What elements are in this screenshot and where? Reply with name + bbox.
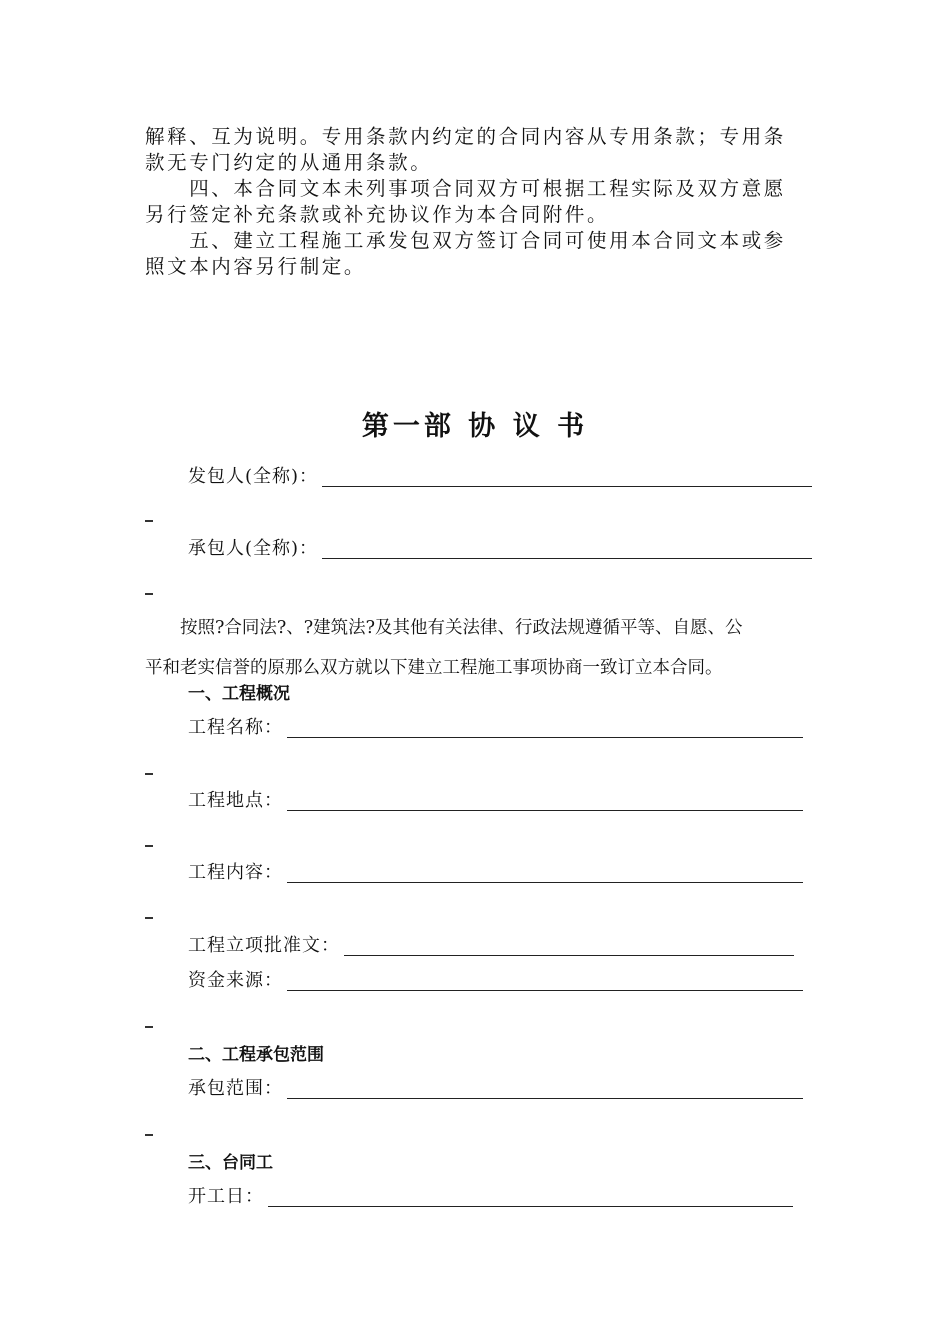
approval-blank-line	[344, 954, 794, 956]
project-name-label: 工程名称：	[188, 717, 283, 738]
project-location-label: 工程地点：	[188, 790, 283, 811]
funding-field	[188, 968, 803, 994]
dash-marker	[145, 520, 153, 522]
intro-line: 款无专门约定的从通用条款。	[145, 151, 433, 174]
dash-marker	[145, 917, 153, 919]
project-name-field	[188, 715, 803, 741]
employer-field	[188, 464, 812, 490]
preamble-line: 平和老实信誉的原那么双方就以下建立工程施工事项协商一致订立本合同。	[145, 658, 723, 678]
section-heading: 一、工程概况	[188, 684, 290, 704]
start-date-blank-line	[268, 1205, 793, 1207]
project-location-blank-line	[287, 809, 803, 811]
dash-marker	[145, 845, 153, 847]
dash-marker	[145, 1134, 153, 1136]
approval-label: 工程立项批准文：	[188, 935, 340, 956]
scope-label: 承包范围：	[188, 1078, 283, 1099]
intro-paragraph	[145, 124, 810, 280]
contractor-field	[188, 536, 812, 562]
intro-line: 照文本内容另行制定。	[145, 255, 367, 278]
employer-blank-line	[322, 485, 812, 487]
contractor-blank-line	[322, 557, 812, 559]
scope-blank-line	[287, 1097, 803, 1099]
project-location-field	[188, 788, 803, 814]
funding-blank-line	[287, 989, 803, 991]
intro-line: 五、建立工程施工承发包双方签订合同可使用本合同文本或参	[145, 229, 786, 252]
preamble-paragraph	[145, 608, 810, 688]
project-name-blank-line	[287, 736, 803, 738]
section-heading: 三、台同工	[188, 1153, 273, 1173]
dash-marker	[145, 593, 153, 595]
section-heading: 二、工程承包范围	[188, 1045, 324, 1065]
preamble-line: 按照?合同法?、?建筑法?及其他有关法律、行政法规遵循平等、自愿、公	[145, 618, 743, 638]
page-title: 第一部 协 议 书	[361, 411, 589, 442]
project-content-field	[188, 860, 803, 886]
intro-line: 解释、互为说明。专用条款内约定的合同内容从专用条款；专用条	[145, 125, 786, 148]
funding-label: 资金来源：	[188, 970, 283, 991]
contractor-label: 承包人(全称)：	[188, 538, 319, 559]
start-date-field	[188, 1184, 793, 1210]
project-content-blank-line	[287, 881, 803, 883]
start-date-label: 开工日：	[188, 1186, 264, 1207]
scope-field	[188, 1076, 803, 1102]
dash-marker	[145, 1026, 153, 1028]
intro-line: 四、本合同文本未列事项合同双方可根据工程实际及双方意愿	[145, 177, 786, 200]
employer-label: 发包人(全称)：	[188, 466, 319, 487]
approval-field	[188, 933, 794, 959]
project-content-label: 工程内容：	[188, 862, 283, 883]
intro-line: 另行签定补充条款或补充协议作为本合同附件。	[145, 203, 610, 226]
dash-marker	[145, 773, 153, 775]
